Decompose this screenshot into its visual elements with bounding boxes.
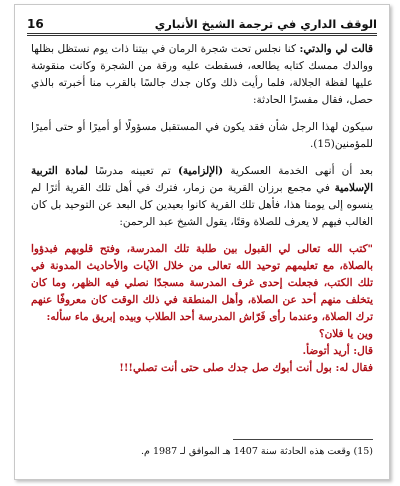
service-subject: لمادة التربية الإسلامية [31,165,373,194]
speaker-label: قالت لي والدتي: [299,43,373,55]
page-header [27,9,377,36]
service-text-3: في مجمع برزان القرية من زمار، فترك في أهل تلك القرية أثرًا لم ينسوه إلى يومنا هذا، فأهل تلك القرية كانوا بعيدين كل البعد عن التوحيد بل كان الغالب فيهم لا يعرف للصلاة وقتًا، يقول الشيخ عبد الرحمن: [31,182,373,228]
sheikh-quote [31,241,373,377]
footnote-divider [233,439,373,440]
quote-line-reply: فقال له: بول أنت أبوك صل جدك صلى حتى أنت تصلي!!! [119,362,373,374]
quote-paragraph: "كتب الله تعالى لي القبول بين طلبة تلك المدرسة، وفتح قلوبهم فبدؤوا بالصلاة، مع تعليمهم توحيد الله تعالى من خلال الآيات والأحاديث المدونة في تلك الكتب، فجعلت إحدى غرف المدرسة مسجدًا نصلي فيه الظهر، وما كان يتخلف منهم أحد عن الصلاة، وأهل المنطقة في ذلك الوقت كان معروفًا عنهم ترك الصلاة، وعندما رأى فَرّاش المدرسة أحد الطلاب وبيده إبريق ماء سأله: [31,243,373,323]
quote-line-question: وين يا فلان؟ [319,328,373,340]
service-text-2: تم تعيينه مدرسًا [87,165,178,177]
running-title: الوقف الداري في ترجمة الشيخ الأنباري [154,17,377,31]
page-number: 16 [27,17,44,31]
paragraph-mother-text: كنا نجلس تحت شجرة الرمان في بيتنا ذات يوم نستظل بظلها ووالدك ممسك كتابه يطالعه، فسقطت عليه ورقة من الشجرة وكانت منقوشة عليها لفظة الجلالة، فلما رأيت ذلك وكان جدك جالسًا بالقرب منا أخبرته بالذي حصل، فقال مفسرًا الحادثة: [31,43,373,106]
paragraph-service [31,163,373,231]
book-page [14,4,390,480]
service-compulsory: (الإلزامية) [177,165,224,177]
service-text-1: بعد أن أنهى الخدمة العسكرية [223,165,373,177]
footnote: (15) وقعت هذه الحادثة سنة 1407 هـ الموافق لـ 1987 م. [141,446,373,457]
paragraph-prophecy: سيكون لهذا الرجل شأن فقد يكون في المستقبل مسؤولًا أو أميرًا أو حتى أميرًا للمؤمنين(15). [31,121,373,150]
quote-line-answer: قال: أريد أتوضأ. [302,345,373,357]
paragraph-mother [31,41,373,109]
page-body [31,41,373,377]
